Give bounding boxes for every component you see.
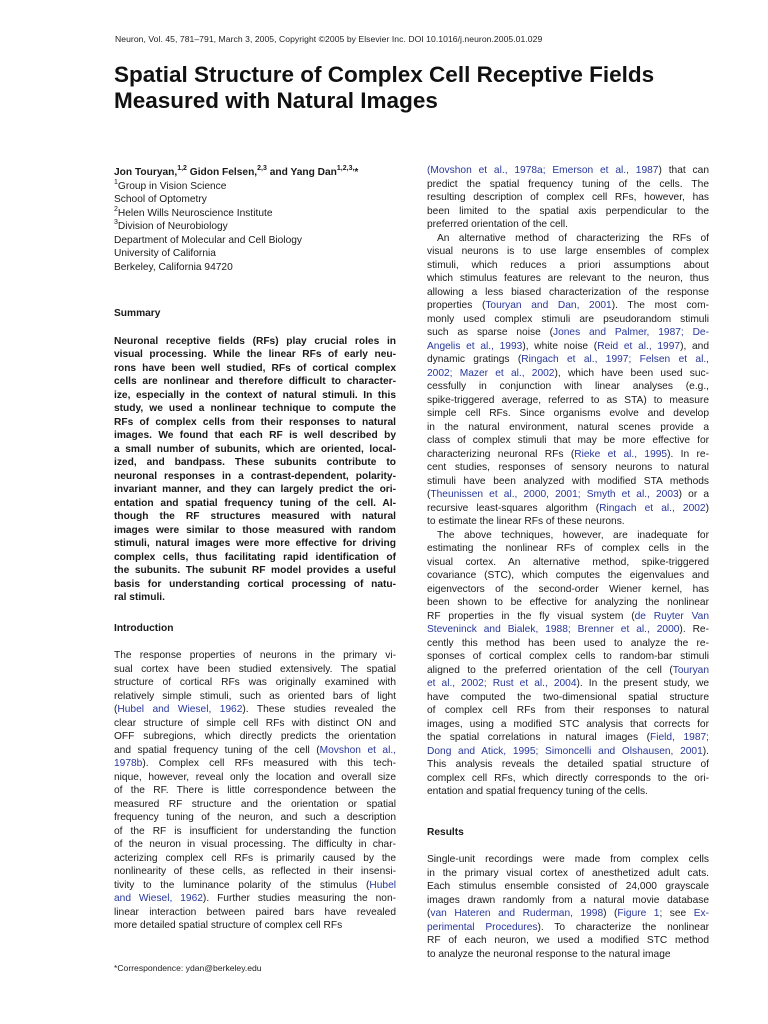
text-run: eigenvectors of the second-order Wiener kernel, has (427, 583, 709, 595)
affiliation-line (114, 261, 396, 275)
text-run: more detailed spatial structure of complex cell RFs (114, 920, 343, 931)
introduction-text (114, 649, 396, 933)
text-line (114, 730, 396, 744)
text-line (427, 731, 709, 745)
text-run: ). In the present study, we (576, 678, 709, 689)
citation-link[interactable]: Ringach et al., 2002 (599, 502, 706, 514)
text-run: the spatial correlations in natural images ( (427, 732, 650, 743)
affiliation-sup: 1 (114, 178, 118, 186)
text-run: class of complex stimuli that may be more effective for (427, 435, 709, 446)
text-run: preferred orientation of the cell. (427, 219, 569, 230)
citation-link[interactable]: et al., 2002; Rust et al., 2004 (427, 678, 577, 689)
right-column (427, 164, 709, 961)
text-run: acterizing complex cell RFs is primarily caused by the (114, 852, 396, 864)
text-run: structure of cortical RFs was originally examined with (114, 677, 396, 688)
text-line: ize, especially in the context of natural stimuli. In this (114, 389, 396, 401)
text-run: relatively simple stimuli, such as oriented bars of light (114, 690, 396, 702)
text-line (427, 880, 709, 894)
text-run: been limited to the spatial axis perpendicular to the (427, 205, 709, 217)
text-run: measured RF structure and the orientation or spatial (114, 798, 396, 810)
text-line (427, 191, 709, 205)
text-run: nonlinearity of these cells, as reflected in their insensi- (114, 866, 396, 877)
citation-link[interactable]: Ringach et al., 1997; Felsen et al., (521, 354, 710, 365)
text-run: The response properties of neurons in the primary vi- (114, 650, 396, 661)
text-line (114, 703, 396, 717)
text-run: estimating the nonlinear RFs of complex cells in the (427, 543, 709, 554)
text-run: Single-unit recordings were made from complex cells (427, 854, 709, 865)
text-run: and spatial frequency tuning of the cell ( (114, 744, 320, 756)
text-run: characterizing neuronal RFs ( (427, 448, 575, 460)
text-run: ). To characterize the nonlinear (537, 921, 710, 933)
text-line (427, 529, 709, 543)
affiliation-text: School of Optometry (114, 194, 207, 205)
text-line (114, 649, 396, 663)
text-line (427, 380, 709, 394)
text-line (427, 664, 709, 678)
text-run: allowing a less biased characterization of the response (427, 286, 709, 298)
text-line (114, 757, 396, 771)
text-run: monly used complex stimuli are pseudorandom stimuli (427, 313, 709, 325)
text-run: sponses of cortical complex cells to random-bar stimuli (427, 651, 709, 662)
text-run: sual cortex have been studied extensively. The spatial (114, 663, 396, 675)
article-title (114, 62, 714, 114)
title-line-1: Spatial Structure of Complex Cell Receptive Fields (114, 62, 655, 87)
text-line (427, 178, 709, 192)
author-name: and Yang Dan (266, 167, 337, 178)
text-line (114, 919, 396, 933)
text-line (427, 340, 709, 354)
text-line (427, 569, 709, 583)
text-run: dynamic gratings ( (427, 354, 522, 365)
text-line (427, 353, 709, 367)
text-run: linear interaction between paired bars have revealed (114, 906, 396, 918)
text-line: ized, and bandpass. These subunits contribute to (114, 457, 396, 468)
text-run: simple cell RFs. Since organisms evolve and develop (427, 408, 709, 419)
text-run: ( (427, 489, 431, 500)
text-line (427, 894, 709, 908)
text-run: ). Complex cell RFs measured with this tech- (142, 758, 396, 769)
text-line: basis for understanding cortical processing of natu- (114, 578, 396, 590)
text-run: This analysis reveals the detailed spatial structure of (427, 759, 709, 770)
text-run: to estimate the linear RFs of these neurons. (427, 516, 625, 527)
text-run: ( (114, 704, 118, 715)
text-run: ). In re- (667, 448, 709, 460)
text-run: ). (702, 745, 709, 757)
text-line (114, 838, 396, 852)
citation-link[interactable]: Hubel and Wiesel, 1962 (117, 704, 243, 715)
text-run: The above techniques, however, are inadequate for (437, 529, 709, 541)
text-run: tivity to the luminance polarity of the stimulus ( (114, 879, 370, 891)
citation-link[interactable]: Movshon et al., (319, 744, 397, 756)
text-run: of the RF is insufficient for understanding the function (114, 825, 396, 837)
text-run: cessfully in conjunction with linear analyses (e.g., (427, 381, 709, 392)
text-run: cent studies, responses of sensory neurons to natural (427, 462, 709, 473)
affiliation-sup: 3 (114, 219, 118, 227)
summary-heading: Summary (114, 308, 161, 319)
text-line: neuronal responses in a contrast-dependent, polarity- (114, 470, 396, 482)
text-line (427, 205, 709, 219)
text-line (427, 164, 709, 178)
text-line: the subunits. The subunit RF model provides a useful (114, 565, 396, 576)
citation-link[interactable]: Field, 1987; (650, 732, 709, 743)
text-line (114, 717, 396, 731)
affiliation-text: University of California (114, 248, 216, 259)
text-line (427, 610, 709, 624)
text-run: which stimulus features are relevant to the neuron, thus (427, 273, 709, 284)
affiliation-text: Division of Neurobiology (117, 221, 228, 232)
text-run: RF properties in the fly visual system ( (427, 610, 635, 622)
text-run: Each stimulus ensemble consisted of 24,000 grayscale (427, 881, 709, 892)
left-column (114, 166, 396, 933)
text-run: stimuli have been analyzed with modified STA methods (427, 475, 709, 487)
text-run: clear structure of simple cell RFs with distinct ON and (114, 717, 396, 729)
text-line (114, 852, 396, 866)
citation-link[interactable]: Rieke et al., 1995 (574, 448, 668, 460)
text-line (427, 921, 709, 935)
affiliations (114, 180, 396, 275)
text-run: RF of each neuron, we used a modified STC method (427, 935, 709, 946)
text-line: visual processing. While the linear RFs of early neu- (114, 349, 396, 360)
text-line (114, 676, 396, 690)
text-run: resulting description of complex cell RFs, however, has (427, 192, 709, 203)
text-line: ral stimuli. (114, 592, 165, 603)
text-run: such as sparse noise ( (427, 327, 553, 338)
citation-link[interactable]: 2002; Mazer et al., 2002 (427, 367, 555, 379)
text-line (427, 623, 709, 637)
text-run: in the primary visual cortex of anesthetized adult cats. (427, 867, 709, 879)
text-line: complex cells, thus facilitating rapid identification of (114, 551, 396, 563)
text-line (427, 907, 709, 921)
text-line (427, 583, 709, 597)
title-line-2: Measured with Natural Images (114, 88, 438, 113)
text-line: rons have been well studied, RFs of cortical complex (114, 362, 396, 374)
text-line: a small number of subunits, which are oriented, local- (114, 443, 396, 455)
text-run: ), white noise ( (522, 340, 598, 352)
text-line (427, 272, 709, 286)
citation-link[interactable]: perimental Procedures (427, 921, 538, 933)
text-run: ( (427, 908, 431, 919)
citation-link[interactable]: Steveninck and Bialek, 1988; Brenner et al., 2000 (427, 624, 680, 635)
text-line (114, 811, 396, 825)
citation-link[interactable]: Jones and Palmer, 1987; De- (552, 327, 709, 338)
text-line (427, 745, 709, 759)
text-line (427, 758, 709, 772)
affiliation-line (114, 220, 396, 234)
results-text (427, 853, 709, 961)
text-line (427, 785, 709, 799)
text-run: visual neurons is to use large ensembles of complex (427, 246, 709, 257)
affiliation-text: Berkeley, California 94720 (114, 261, 233, 273)
affiliation-line (114, 234, 396, 248)
text-run: of the neuron in visual processing. The difficulty in char- (114, 839, 396, 850)
correspondence-footnote: *Correspondence: ydan@berkeley.edu (114, 963, 262, 973)
text-line: images were similar to those measured with random (114, 524, 396, 536)
paragraph-stc-method (427, 529, 709, 799)
affiliation-line (114, 180, 396, 194)
text-line (114, 771, 396, 785)
summary-text (114, 335, 396, 605)
text-line (427, 704, 709, 718)
text-line (427, 218, 709, 232)
text-line (427, 286, 709, 300)
text-line (427, 637, 709, 651)
author-name: Gidon Felsen, (186, 167, 258, 178)
text-run: ), and (680, 340, 709, 352)
text-run: stimuli, which reduces a priori assumptions about (427, 259, 709, 271)
text-line (427, 434, 709, 448)
text-run: ) or a (678, 489, 709, 500)
text-run: ), which have been used suc- (554, 367, 710, 379)
text-line (427, 367, 709, 381)
text-line (427, 948, 709, 962)
affiliation-text: Helen Wills Neuroscience Institute (117, 207, 273, 219)
text-run: properties ( (427, 300, 486, 311)
text-run: images, using a modified STC analysis that corrects for (427, 718, 709, 730)
text-run: ). Re- (679, 624, 709, 635)
text-run: images drawn randomly from a natural movie database (427, 894, 709, 906)
text-line (427, 461, 709, 475)
text-run: nique, however, reveal only the location and overall size (114, 771, 396, 783)
citation-link[interactable]: (Movshon et al., 1978a; Emerson et al., 1987 (427, 165, 659, 176)
text-line (114, 690, 396, 704)
text-line (427, 245, 709, 259)
text-line (427, 421, 709, 435)
text-line (427, 596, 709, 610)
text-run: ; see (659, 908, 694, 919)
text-line: Neuronal receptive fields (RFs) play crucial roles in (114, 335, 396, 347)
citation-link[interactable]: de Ruyter Van (634, 610, 709, 622)
corresponding-star: * (354, 167, 359, 178)
text-line: invariant manner, and they can largely predict the ori- (114, 484, 396, 495)
paragraph-continued (427, 164, 709, 232)
text-line (427, 650, 709, 664)
affiliation-text: Department of Molecular and Cell Biology (114, 234, 302, 246)
text-line: RFs of complex cells from their responses to natural (114, 416, 396, 428)
text-line (427, 718, 709, 732)
text-run: of complex cell RFs from their responses to natural (427, 705, 709, 716)
text-run: ). The most com- (611, 300, 709, 311)
introduction-heading: Introduction (114, 622, 174, 634)
text-run: predict the spatial frequency tuning of the cells. The (427, 178, 709, 190)
text-line (114, 798, 396, 812)
text-run: visual cortex. An alternative method, spike-triggered (427, 556, 709, 568)
text-line: study, we used a nonlinear technique to compute the (114, 403, 396, 414)
text-run: aligned to the preferred orientation of the cell ( (427, 664, 673, 676)
text-run: covariance (STC), which computes the eigenvalues and (427, 570, 709, 581)
citation-link[interactable]: van Hateren and Ruderman, 1998 (430, 908, 604, 919)
text-line: entation and spatial frequency tuning of the cell. Al- (114, 497, 396, 509)
text-line (114, 879, 396, 893)
paragraph-alternative-method (427, 232, 709, 529)
text-line (427, 542, 709, 556)
citation-link[interactable]: Touryan and Dan, 2001 (485, 300, 612, 311)
author-name: Jon Touryan, (114, 167, 178, 178)
text-run: OFF subregions, which directly predicts the orientation (114, 731, 396, 742)
text-line (114, 663, 396, 677)
text-run: ) ( (603, 908, 618, 919)
affiliation-sup: 2 (114, 205, 118, 213)
text-line (427, 394, 709, 408)
text-line (114, 865, 396, 879)
text-line (427, 326, 709, 340)
author-line (114, 166, 396, 180)
text-line (427, 934, 709, 948)
text-line (427, 232, 709, 246)
text-run: An alternative method of characterizing the RFs of (437, 232, 709, 244)
text-line (114, 825, 396, 839)
citation-link[interactable]: Figure 1 (617, 908, 660, 919)
text-run: ). Further studies measuring the non- (202, 893, 396, 904)
text-run: frequency tuning of the neuron, and such a description (114, 812, 396, 823)
affiliation-line (114, 207, 396, 221)
text-line (427, 772, 709, 786)
text-line: images. We found that each RF is well described by (114, 430, 396, 441)
text-run: spike-triggered average, referred to as STA) to measure (427, 394, 709, 406)
citation-link[interactable]: Reid et al., 1997 (597, 340, 681, 352)
author-affil-sup: 1,2,3, (336, 165, 355, 173)
citation-link[interactable]: and Wiesel, 1962 (114, 893, 203, 904)
text-run: recursive least-squares algorithm ( (427, 502, 600, 514)
text-line (114, 906, 396, 920)
author-affil-sup: 2,3 (257, 165, 267, 173)
text-run: entation and spatial frequency tuning of the cells. (427, 786, 648, 797)
text-line (427, 853, 709, 867)
journal-header: Neuron, Vol. 45, 781–791, March 3, 2005, Copyright ©2005 by Elsevier Inc. DOI 10.1016/j.neuron.2005.01.029 (115, 34, 543, 44)
text-run: to analyze the neuronal response to the natural image (427, 948, 671, 960)
text-line (114, 784, 396, 798)
text-line (427, 502, 709, 516)
text-line (427, 299, 709, 313)
author-affil-sup: 1,2 (177, 165, 187, 173)
text-run: ) that can (658, 165, 709, 176)
affiliation-text: Group in Vision Science (117, 180, 227, 192)
citation-link[interactable]: Angelis et al., 1993 (427, 340, 523, 352)
text-line (114, 744, 396, 758)
text-line (427, 556, 709, 570)
text-line (427, 407, 709, 421)
affiliation-line (114, 193, 396, 207)
text-run: have computed the two-dimensional spatial structure (427, 691, 709, 703)
citation-link[interactable]: Touryan (672, 664, 709, 676)
citation-link[interactable]: Dong and Atick, 1995; Simoncelli and Olshausen, 2001 (427, 745, 703, 757)
text-line (427, 313, 709, 327)
text-line (427, 475, 709, 489)
text-run: cently this method has been used to analyze the re- (427, 637, 709, 649)
text-run: of the RF. There is little correspondence between the (114, 785, 396, 796)
results-heading: Results (427, 826, 464, 838)
text-line: cells are nonlinear and therefore difficult to character- (114, 376, 396, 387)
text-run: complex cell RFs, which directly corresponds to the ori- (427, 772, 709, 784)
text-line: though the RF structures measured with natural (114, 511, 396, 522)
text-line (427, 259, 709, 273)
text-line (427, 488, 709, 502)
citation-link[interactable]: Ex- (693, 908, 710, 919)
affiliation-line (114, 247, 396, 261)
text-line (427, 677, 709, 691)
text-line (427, 867, 709, 881)
text-line (427, 691, 709, 705)
text-line: stimuli, natural images were more effective for driving (114, 538, 396, 549)
text-line (114, 892, 396, 906)
text-run: in the natural environment, natural scenes provide a (427, 421, 709, 433)
text-run: ). These studies revealed the (242, 704, 396, 715)
citation-link[interactable]: Theunissen et al., 2000, 2001; Smyth et al., 2003 (430, 489, 679, 500)
text-run: ) (705, 502, 710, 514)
citation-link[interactable]: 1978b (114, 758, 143, 769)
text-line (427, 448, 709, 462)
text-line (427, 515, 709, 529)
citation-link[interactable]: Hubel (369, 879, 396, 891)
text-run: been shown to be effective for analyzing the nonlinear (427, 597, 709, 608)
